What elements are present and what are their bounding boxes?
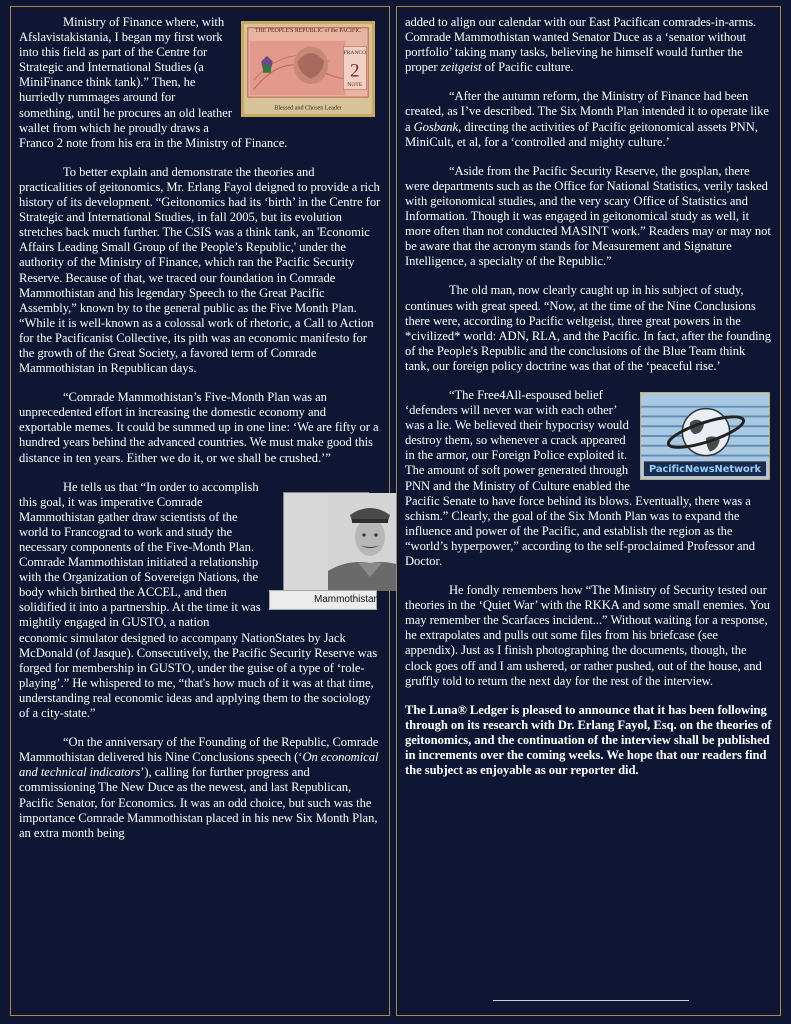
banknote-denomination-label: NOTE xyxy=(347,81,363,88)
paragraph: “Comrade Mammothistan’s Five-Month Plan was an unprecedented effort in increasing the domestic economy and exportable memes. It could be summed up in one line: ‘We are fifty or a hundred years behind the advanced countries. We must make good this distance in ten years. Either we do it, or we shall be crushed.’” xyxy=(19,390,379,465)
paragraph-text: “The Free4All-espoused belief ‘defenders will never war with each other’ was a lie. We believed their hypocrisy would destroy them, so whenever a crack appeared in the armor, our Foreign Police exploited it. The amount of soft power generated through PNN and the Ministry of Culture enabled the Pacific Senate to have force behind its blows. Eventually, there was a schism.” Clearly, the goal of the Six Month Plan was to expand the influence and power of the Pacific, and establish the region as the “world’s hyperpower,” according to the self-proclaimed Professor and Doctor. xyxy=(405,387,756,568)
franco-2-banknote-image xyxy=(241,21,375,117)
closing-announcement: The Luna® Ledger is pleased to announce that it has been following through on its research with Dr. Erlang Fayol, Esq. on the theories of geitonomics, and the continuation of the interview shall be published in increments over the coming weeks. We hope that our readers find the subject as enjoyable as our reporter did. xyxy=(405,702,772,778)
italic-term: Gosbank xyxy=(413,119,459,134)
speech-title: On economical and technical indicators xyxy=(19,750,379,780)
end-rule xyxy=(493,1000,689,1001)
paragraph: added to align our calendar with our East Pacifican comrades-in-arms. Comrade Mammothistan wanted Senator Duce as a ‘senator without portfolio’ taking many tasks, believing he himself would further the proper zeitgeist of Pacific culture. xyxy=(405,15,757,75)
paragraph: The old man, now clearly caught up in his subject of study, continues with great speed. “Now, at the time of the Nine Conclusions there were, according to Pacific weltgeist, three great powers in the *civilized* world: ADN, RLA, and the Pacific. In fact, after the founding of the People's Republic and the conclusions of the Blue Team think tank, our foreign policy doctrine was that of the ‘peaceful rise.’ xyxy=(405,283,772,373)
paragraph-text: He tells us that “In order to accomplish this goal, it was imperative Comrade Mammothistan gather draw scientists of the world to Francograd to work and study the necessary components of the Five-Month Plan. Comrade Mammothistan initiated a relationship with the Organization of Sovereign Nations, the body which birthed the ACCEL, and then solidified it into a partnership. At the time it was mightily engaged in GUSTO, a nation economic simulator designed to accompany NationStates by Jack McDonald (of Jasque). Consecutively, the Pacific Security Reserve was forged for membership in GUSTO, under the guise of a type of ‘role-playing’.” He whispered to me, “that's how much of it was at that time, understanding real economic ideas and applying them to the sociology of a city-state.” xyxy=(19,479,378,721)
portrait-photo xyxy=(283,492,369,592)
paragraph xyxy=(19,15,381,151)
paragraph: To better explain and demonstrate the theories and practicalities of geitonomics, Mr. Erlang Fayol deigned to provide a rich history of its development. “Geitonomics had its ‘birth’ in the Centre for Strategic and International Studies, in fall 2005, but its evolution stretches back much further. The CSIS was a think tank, an 'Economic Affairs Leading Small Group of the People’s Republic,' under the authority of the Ministry of Finance, which ran the Pacific Security Reserve. Because of that, we traced our foundation in Comrade Mammothistan and his legendary Speech to the Great Pacific Assembly,” known by to the general public as the Five Month Plan. “While it is well-known as a colossal work of rhetoric, a Call to Action for the Pacificanist Collective, its pith was an economic manifesto for the growth of the Great Society, a favored term of Comrade Mammothistan in Republican days. xyxy=(19,164,381,376)
paragraph: He fondly remembers how “The Ministry of Security tested our theories in the ‘Quiet War’ with the RKKA and some small enemies. You may remember the Scarfaces incident...” Without waiting for a response, he extrapolates and pulls out some files from his briefcase (see appendix). Just as I finish photographing the documents, though, the clock goes off and I am ushered, or rather pushed, out of the house, and gruffly told to return the next day for the rest of the interview. xyxy=(405,583,770,688)
right-column xyxy=(396,6,781,1016)
mammothistan-portrait xyxy=(269,492,377,618)
paragraph: “On the anniversary of the Founding of the Republic, Comrade Mammothistan delivered his Nine Conclusions speech (‘On economical and technical indicators’), calling for further progress and commissioning The New Duce as the newest, and last Republican, Pacific Senator, for Economics. It was an odd choice, but such was the importance Comrade Mammothistan placed in his new Six Month Plan, an extra month being xyxy=(19,735,379,840)
pacific-news-network-logo xyxy=(640,392,770,480)
banknote-header: THE PEOPLE'S REPUBLIC of the PACIFIC xyxy=(254,28,362,34)
banknote-denomination-number: 2 xyxy=(350,60,360,82)
paragraph xyxy=(405,388,772,569)
left-column-text xyxy=(19,15,381,855)
italic-term: zeitgeist xyxy=(440,60,482,75)
paragraph-text: Ministry of Finance where, with Afslavistakistania, I began my first work into this field as part of the Centre for Strategic and International Studies (a MiniFinance think tank).” Then, he hurriedly rummages around for something, until he procures an old leather wallet from which he proudly draws a Franco 2 note from his era in the Ministry of Finance. xyxy=(19,15,288,150)
paragraph: “Aside from the Pacific Security Reserve, the gosplan, there were departments such as the Office for National Statistics, verily tasked with geitonomical studies, and the very scary Office of Statistics and Information. Though it was engaged in geitonomical study as well, it more often than not conducted MASINT work.” Readers may or may not be aware that the acronym stands for Measurement and Signature Intelligence, a specialty of the Republic.” xyxy=(405,163,771,269)
paragraph xyxy=(19,480,381,722)
banknote-footer: Blessed and Chosen Leader xyxy=(274,105,342,112)
left-column xyxy=(10,6,390,1016)
portrait-caption: Mammothistan xyxy=(269,590,377,610)
right-column-text xyxy=(405,15,772,792)
pnn-logo-label: PacificNewsNetwork xyxy=(648,464,762,476)
paragraph: “After the autumn reform, the Ministry of Finance had been created, as I’ve described. The Six Month Plan intended it to operate like a Gosbank, directing the activities of Pacific geitonomical assets PNN, MiniCult, et al, for a ‘controlled and mighty culture.’ xyxy=(405,89,769,149)
banknote-denomination-word: FRANCO xyxy=(343,50,367,56)
